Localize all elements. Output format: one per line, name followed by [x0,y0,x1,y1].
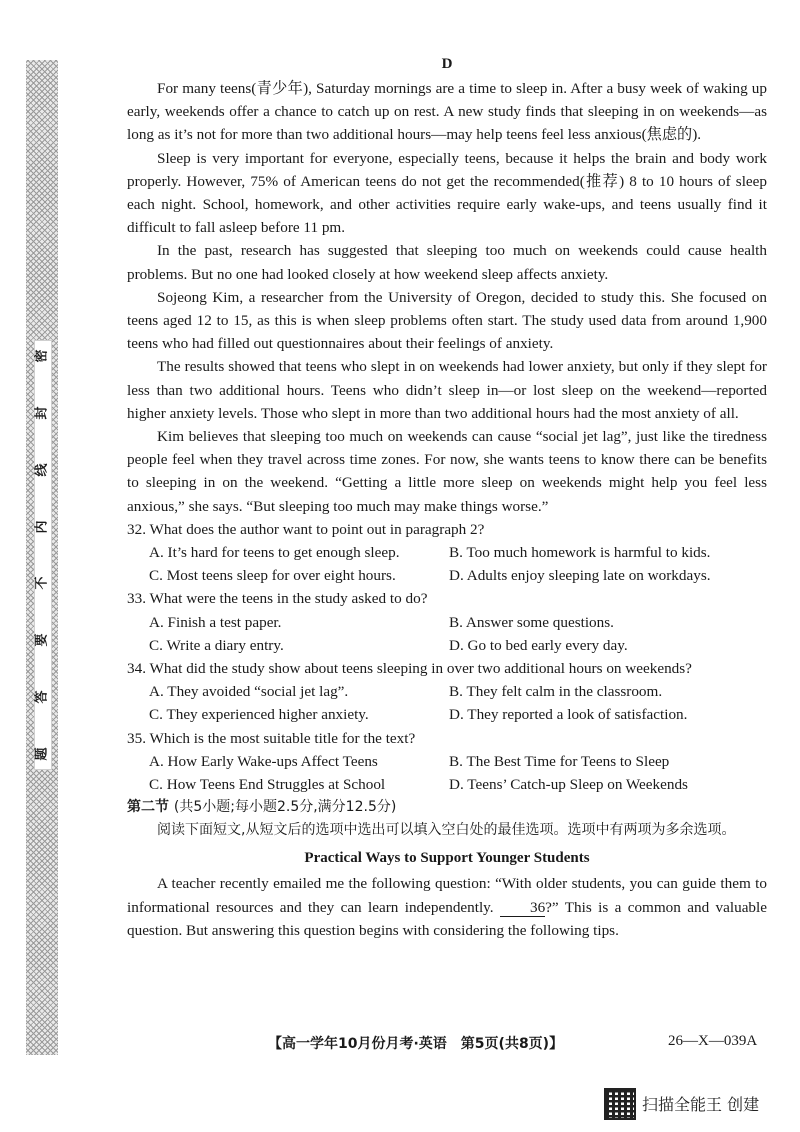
binding-char: 答 [34,690,50,704]
option-b: B. Too much homework is harmful to kids. [449,544,711,562]
question-34 [127,657,767,727]
question-options [149,541,767,587]
section-2-note: (共5小题;每小题2.5分,满分12.5分) [173,799,397,816]
question-32 [127,518,767,588]
option-b: B. They felt calm in the classroom. [449,683,663,701]
question-stem: 35. Which is the most suitable title for the text? [127,729,416,747]
page-content [127,56,767,942]
question-stem: 34. What did the study show about teens sleeping in over two additional hours on weekends? [127,660,692,678]
page-footer: 【高一学年10月份月考·英语 第5页(共8页)】 [268,1036,564,1052]
question-stem: 32. What does the author want to point out in paragraph 2? [127,520,485,538]
passage-paragraph: Kim believes that sleeping too much on weekends can cause “social jet lag”, just like the tiredness people feel when they travel across time zones. For now, she wants teens to know there can be benefits to sleeping in on the weekend. “Getting a little more sleep on weekends might help you feel less anxious,” she says. “But sleeping too much may make things worse.” [127,428,767,515]
paper-code: 26—X—039A [668,1033,758,1049]
passage-paragraph: In the past, research has suggested that sleeping too much on weekends could cause health problems. But no one had looked closely at how weekend sleep affects anxiety. [127,242,767,283]
option-a: A. Finish a test paper. [149,613,282,631]
question-options [149,680,767,726]
option-d: D. Go to bed early every day. [449,636,628,654]
section-2-heading [127,796,767,819]
binding-char: 题 [34,747,50,761]
option-c: C. They experienced higher anxiety. [149,706,369,724]
binding-seal-label [34,340,52,770]
binding-char: 内 [34,520,50,534]
blank-36: 36 [500,899,545,917]
option-c: C. Write a diary entry. [149,636,284,654]
option-a: A. They avoided “social jet lag”. [149,683,349,701]
option-d: D. Teens’ Catch-up Sleep on Weekends [449,776,688,794]
text-after-blank: ?” This is a common and valuable question. But answering this question begins with considering the following tips. [127,898,767,939]
option-b: B. The Best Time for Teens to Sleep [449,752,670,770]
option-a: A. It’s hard for teens to get enough sleep. [149,544,400,562]
binding-char: 线 [34,463,50,477]
binding-char: 不 [34,576,50,590]
binding-char: 封 [34,406,50,420]
text-before-blank: A teacher recently emailed me the following question: “With older students, you can guide them to informational resources and they can learn independently. [127,875,767,916]
qr-code-icon [604,1088,636,1120]
section-letter: D [441,56,453,72]
passage-paragraph: Sojeong Kim, a researcher from the University of Oregon, decided to study this. She focused on teens aged 12 to 15, as this is when sleep problems often start. The study used data from around 1,900 teens who had filled out questionnaires about their feelings of anxiety. [127,288,767,353]
option-b: B. Answer some questions. [449,613,614,631]
option-c: C. Most teens sleep for over eight hours. [149,567,396,585]
section-2-instruction: 阅读下面短文,从短文后的选项中选出可以填入空白处的最佳选项。选项中有两项为多余选项。 [157,822,736,839]
option-c: C. How Teens End Struggles at School [149,776,386,794]
question-options [149,611,767,657]
question-33 [127,587,767,657]
passage-paragraph: For many teens(青少年), Saturday mornings are a time to sleep in. After a busy week of waking up early, weekends offer a chance to catch up on rest. A new study finds that sleeping in on weekends—as long as it’s not for more than two additional hours—may help teens feel less anxious(焦虑的). [127,80,767,144]
option-a: A. How Early Wake-ups Affect Teens [149,752,378,770]
passage-paragraph-with-blank [127,872,767,942]
scanner-watermark: 扫描全能王 创建 [642,1095,760,1114]
passage-title: Practical Ways to Support Younger Students [304,850,590,867]
passage-paragraph: Sleep is very important for everyone, especially teens, because it helps the brain and body work properly. However, 75% of American teens do not get the recommended(推荐) 8 to 10 hours of sleep each night. School, homework, and other activities require early wake-ups, and teens usually find it difficult to fall asleep before 11 pm. [127,149,767,237]
question-stem: 33. What were the teens in the study asked to do? [127,590,428,608]
passage-paragraph: The results showed that teens who slept in on weekends had lower anxiety, but only if they slept for less than two additional hours. Teens who didn’t sleep in—or lost sleep on the weekend—reported higher anxiety levels. Those who slept in more than two additional hours had the most anxiety of all. [127,358,767,422]
question-35 [127,727,767,797]
option-d: D. They reported a look of satisfaction. [449,706,688,724]
section-2-title: 第二节 [127,799,169,816]
binding-char: 密 [34,349,50,363]
question-options [149,750,767,796]
binding-char: 要 [34,633,50,647]
option-d: D. Adults enjoy sleeping late on workdays. [449,567,711,585]
